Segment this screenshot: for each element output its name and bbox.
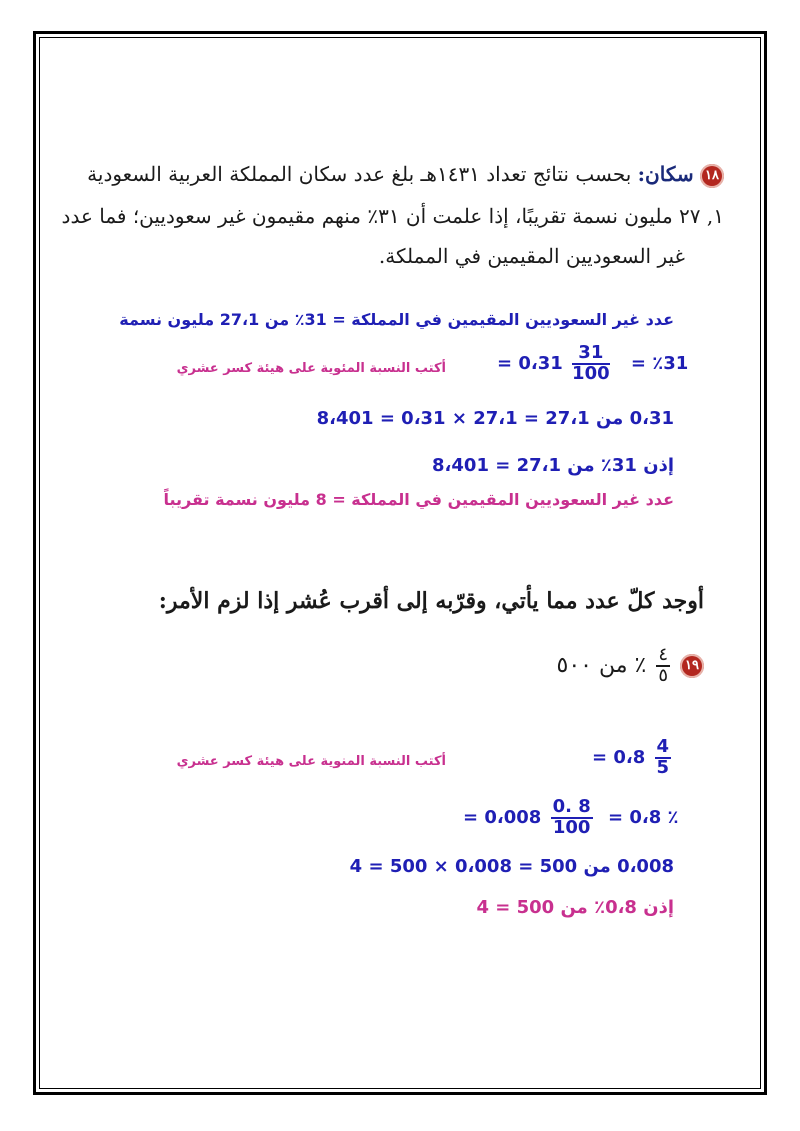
solution-18-conclusion: عدد غير السعوديين المقيمين في المملكة = 8 مليون نسمة تقريباً bbox=[163, 490, 674, 509]
problem-19 bbox=[557, 646, 704, 686]
problem-text-line-2: ١, ٢٧ مليون نسمة تقريبًا، إذا علمت أن ٣١٪ منهم مقيمون غير سعوديين؛ فما عدد bbox=[61, 204, 724, 228]
fraction-numerator: 0. 8 bbox=[552, 796, 591, 817]
problem-number-badge: ١٩ bbox=[680, 654, 704, 678]
fraction-numerator: 4 bbox=[656, 736, 670, 757]
solution-19-conclusion: إذن 0،8٪ من 500 = 4 bbox=[476, 897, 674, 918]
fraction-denominator: 100 bbox=[552, 816, 591, 838]
problem-text-line-3: غير السعوديين المقيمين في المملكة. bbox=[378, 244, 685, 268]
solution-19-step-2 bbox=[463, 798, 679, 838]
page-border-inner bbox=[39, 37, 761, 1089]
note-percent-to-decimal: أكتب النسبة المئوية على هيئة كسر عشري bbox=[176, 361, 446, 376]
solution-18-step-1: عدد غير السعوديين المقيمين في المملكة = 31٪ من 27،1 مليون نسمة bbox=[119, 310, 674, 329]
problem-number-badge: ١٨ bbox=[700, 164, 724, 188]
solution-19-step-1 bbox=[592, 738, 674, 778]
solution-18-step-4: إذن 31٪ من 27،1 = 8،401 bbox=[432, 455, 674, 476]
step-2-fraction bbox=[551, 798, 593, 838]
section-instruction: أوجد كلّ عدد مما يأتي، وقرّبه إلى أقرب عُشر إذا لزم الأمر: bbox=[158, 588, 704, 614]
problem-18-line-2 bbox=[62, 204, 724, 228]
fraction-denominator: 100 bbox=[572, 362, 610, 384]
solution-19-step-3: 0،008 من 500 = 0،008 × 500 = 4 bbox=[349, 856, 674, 877]
step-2-percent: ٪ 0،8 = bbox=[608, 806, 679, 828]
fraction-denominator: 5 bbox=[656, 756, 670, 778]
solution-18-step-3: 0،31 من 27،1 = 27،1 × 0،31 = 8،401 bbox=[316, 408, 674, 429]
fraction-denominator: ٥ bbox=[658, 664, 668, 686]
problem-text-line-1: بحسب نتائج تعداد ١٤٣١هـ بلغ عدد سكان المملكة العربية السعودية bbox=[87, 162, 632, 186]
step-1-decimal: = 0،8 bbox=[592, 746, 646, 768]
problem-19-fraction bbox=[656, 646, 670, 686]
problem-heading: سكان: bbox=[637, 162, 694, 186]
step-2-decimal: = 0،008 bbox=[463, 806, 542, 828]
step-1-fraction bbox=[655, 738, 672, 778]
problem-18-line-3 bbox=[379, 244, 685, 268]
fraction-numerator: ٤ bbox=[658, 644, 668, 665]
problem-18-line-1 bbox=[87, 162, 724, 188]
problem-19-text: ٪ من ٥٠٠ bbox=[556, 652, 647, 678]
fraction-numerator: 31 bbox=[572, 344, 610, 365]
step-2-decimal: = 0،31 bbox=[497, 352, 563, 374]
step-2-fraction bbox=[572, 344, 610, 384]
solution-18-step-2 bbox=[497, 344, 688, 384]
step-2-percent: ٪31 = bbox=[630, 352, 689, 374]
note-percent-to-decimal: أكتب النسبة المنوية على هيئة كسر عشري bbox=[176, 754, 446, 769]
